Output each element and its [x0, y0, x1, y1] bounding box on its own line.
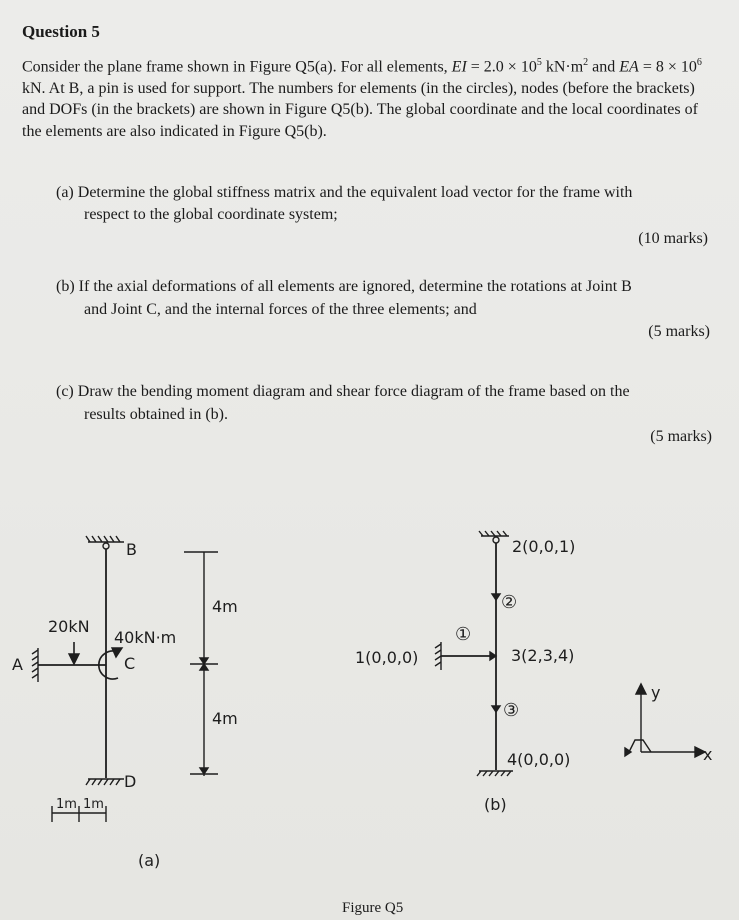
- question-intro: [22, 52, 710, 142]
- part-c-line1: (c) Draw the bending moment diagram and shear force diagram of the frame based on the: [56, 383, 630, 400]
- part-c-line2: results obtained in (b).: [84, 406, 228, 423]
- support-1-hatch: [435, 644, 441, 666]
- part-a-line2: respect to the global coordinate system;: [84, 206, 338, 223]
- elem1-label: ①: [455, 624, 472, 645]
- part-c-marks: (5 marks): [650, 428, 712, 445]
- intro-text-2: kN. At B, a pin is used for support. The numbers for elements (in the circles), nodes (before the brackets) and DOFs (in the brackets) are shown in Figure Q5(b). The global coordinate and the local coordinates of the elements are also indicated in Figure Q5(b).: [22, 79, 698, 140]
- intro-text-1: Consider the plane frame shown in Figure Q5(a). For all elements,: [22, 58, 452, 76]
- dim-label-top: 4m: [212, 597, 238, 616]
- pin-b: [103, 543, 109, 549]
- elem2-arrow: [492, 594, 500, 600]
- part-a-line1: (a) Determine the global stiffness matrix and the equivalent load vector for the frame with: [56, 184, 633, 201]
- dim-label-1m-a: 1m: [56, 797, 77, 812]
- ei-unit-exponent: 2: [583, 57, 589, 68]
- node2-label: 2(0,0,1): [512, 537, 576, 556]
- support-2-hatch: [479, 531, 507, 536]
- part-b-marks: (5 marks): [648, 323, 710, 340]
- elem3-label: ③: [503, 700, 520, 721]
- support-d-hatch: [86, 779, 120, 785]
- figure-b: [339, 530, 739, 830]
- label-20kn: 20kN: [48, 617, 90, 636]
- pin-2: [493, 537, 499, 543]
- part-b-line1: (b) If the axial deformations of all elements are ignored, determine the rotations at Joint B: [56, 278, 632, 295]
- label-a: A: [12, 655, 23, 674]
- ei-exponent: 5: [536, 57, 542, 68]
- elem3-arrow: [492, 706, 500, 712]
- ei-value: = 2.0 × 10: [466, 58, 537, 76]
- ei-unit: kN·m: [541, 58, 584, 76]
- support-b-hatch: [86, 536, 120, 542]
- node1-label: 1(0,0,0): [355, 648, 419, 667]
- intro-and: and: [588, 58, 616, 76]
- dim-label-bottom: 4m: [212, 709, 238, 728]
- figure-a: [0, 530, 300, 870]
- elem2-label: ②: [501, 592, 518, 613]
- force-arrowhead: [69, 654, 79, 664]
- node4-label: 4(0,0,0): [507, 750, 571, 769]
- node3-label: 3(2,3,4): [511, 646, 575, 665]
- support-a-hatch: [32, 650, 38, 678]
- moment-arrowhead: [112, 648, 122, 657]
- dim-arrow-2: [200, 664, 208, 670]
- axis-x-label: x: [703, 745, 713, 764]
- label-40knm: 40kN·m: [114, 628, 177, 647]
- part-b-line2: and Joint C, and the internal forces of the three elements; and: [84, 301, 477, 318]
- caption-a: (a): [138, 851, 161, 870]
- ea-exponent: 6: [696, 57, 702, 68]
- label-d: D: [124, 772, 137, 791]
- ea-symbol: EA: [619, 58, 639, 76]
- axes-origin-mark: [629, 740, 651, 752]
- dim-label-1m-b: 1m: [83, 797, 104, 812]
- part-a-marks: (10 marks): [638, 230, 708, 247]
- figure-caption: Figure Q5: [342, 900, 404, 916]
- support-4-hatch: [477, 771, 511, 776]
- y-axis-arrowhead: [636, 684, 646, 694]
- label-b: B: [126, 540, 137, 559]
- dim-arrow-3: [200, 768, 208, 774]
- ea-value: = 8 × 10: [638, 58, 697, 76]
- question-title: Question 5: [22, 22, 100, 41]
- caption-b: (b): [484, 795, 507, 814]
- axis-y-label: y: [651, 683, 661, 702]
- ei-symbol: EI: [451, 58, 467, 76]
- label-c: C: [124, 654, 136, 673]
